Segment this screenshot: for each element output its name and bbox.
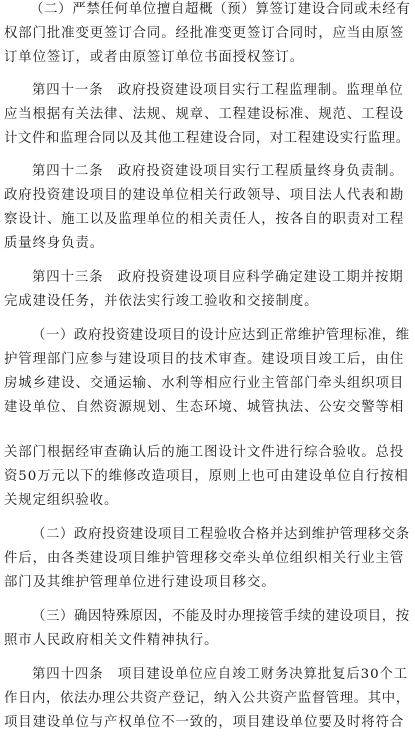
text-line: 第四十三条 政府投资建设项目应科学确定建设工期并按期	[32, 270, 404, 285]
text-line: 订单位签订，或者由原签订单位书面授权签订。	[4, 50, 305, 65]
text-line: 质量终身负责。	[4, 236, 105, 251]
text-line: （一）政府投资建设项目的设计应达到正常维护管理标准，维	[32, 328, 410, 343]
text-line: 建设单位、自然资源规划、生态环境、城管执法、公安交警等相	[4, 400, 405, 415]
text-line: 项目建设单位与产权单位不一致的，项目建设单位要及时将符合	[4, 715, 405, 730]
text-line: （三）确因特殊原因，不能及时办理接管手续的建设项目，按	[32, 609, 410, 624]
text-line: 房城乡建设、交通运输、水利等相应行业主管部门牵头组织项目	[4, 376, 405, 391]
text-line: （二）严禁任何单位擅自超概（预）算签订建设合同或未经有	[30, 2, 411, 17]
text-line: 照市人民政府相关文件精神执行。	[4, 633, 219, 648]
text-line: 第四十一条 政府投资建设项目实行工程监理制。监理单位	[32, 83, 404, 98]
text-line: 第四十四条 项目建设单位应自竣工财务决算批复后30个工	[32, 667, 409, 682]
text-line: 权部门批准变更签订合同。经批准变更签订合同时，应当由原签	[4, 26, 405, 41]
text-line: 资50万元以下的维修改造项目，原则上也可由建设单位自行按相	[4, 469, 409, 484]
text-line: （二）政府投资建设项目工程验收合格并达到维护管理移交条	[32, 527, 410, 542]
text-line: 护管理部门应参与建设项目的技术审查。建设项目竣工后，由住	[4, 352, 405, 367]
text-line: 第四十二条 政府投资建设项目实行工程质量终身负责制。	[32, 164, 404, 179]
text-line: 关部门根据经审查确认后的施工图设计文件进行综合验收。总投	[4, 445, 405, 460]
text-line: 政府投资建设项目的建设单位相关行政领导、项目法人代表和勘	[4, 188, 405, 203]
text-line: 完成建设任务，并依法实行竣工验收和交接制度。	[4, 294, 319, 309]
text-line: 计文件和监理合同以及其他工程建设合同，对工程建设实行监理。	[4, 131, 410, 146]
text-line: 应当根据有关法律、法规、规章、工程建设标准、规范、工程设	[4, 107, 405, 122]
text-line: 作日内，依法办理公共资产登记，纳入公共资产监督管理。其中，	[4, 691, 410, 706]
text-line: 察设计、施工以及监理单位的相关责任人，按各自的职责对工程	[4, 212, 405, 227]
text-line: 件后，由各类建设项目维护管理移交牵头单位组织相关行业主管	[4, 551, 405, 566]
text-line: 部门及其维护管理单位进行建设项目移交。	[4, 575, 276, 590]
text-line: 关规定组织验收。	[4, 493, 119, 508]
